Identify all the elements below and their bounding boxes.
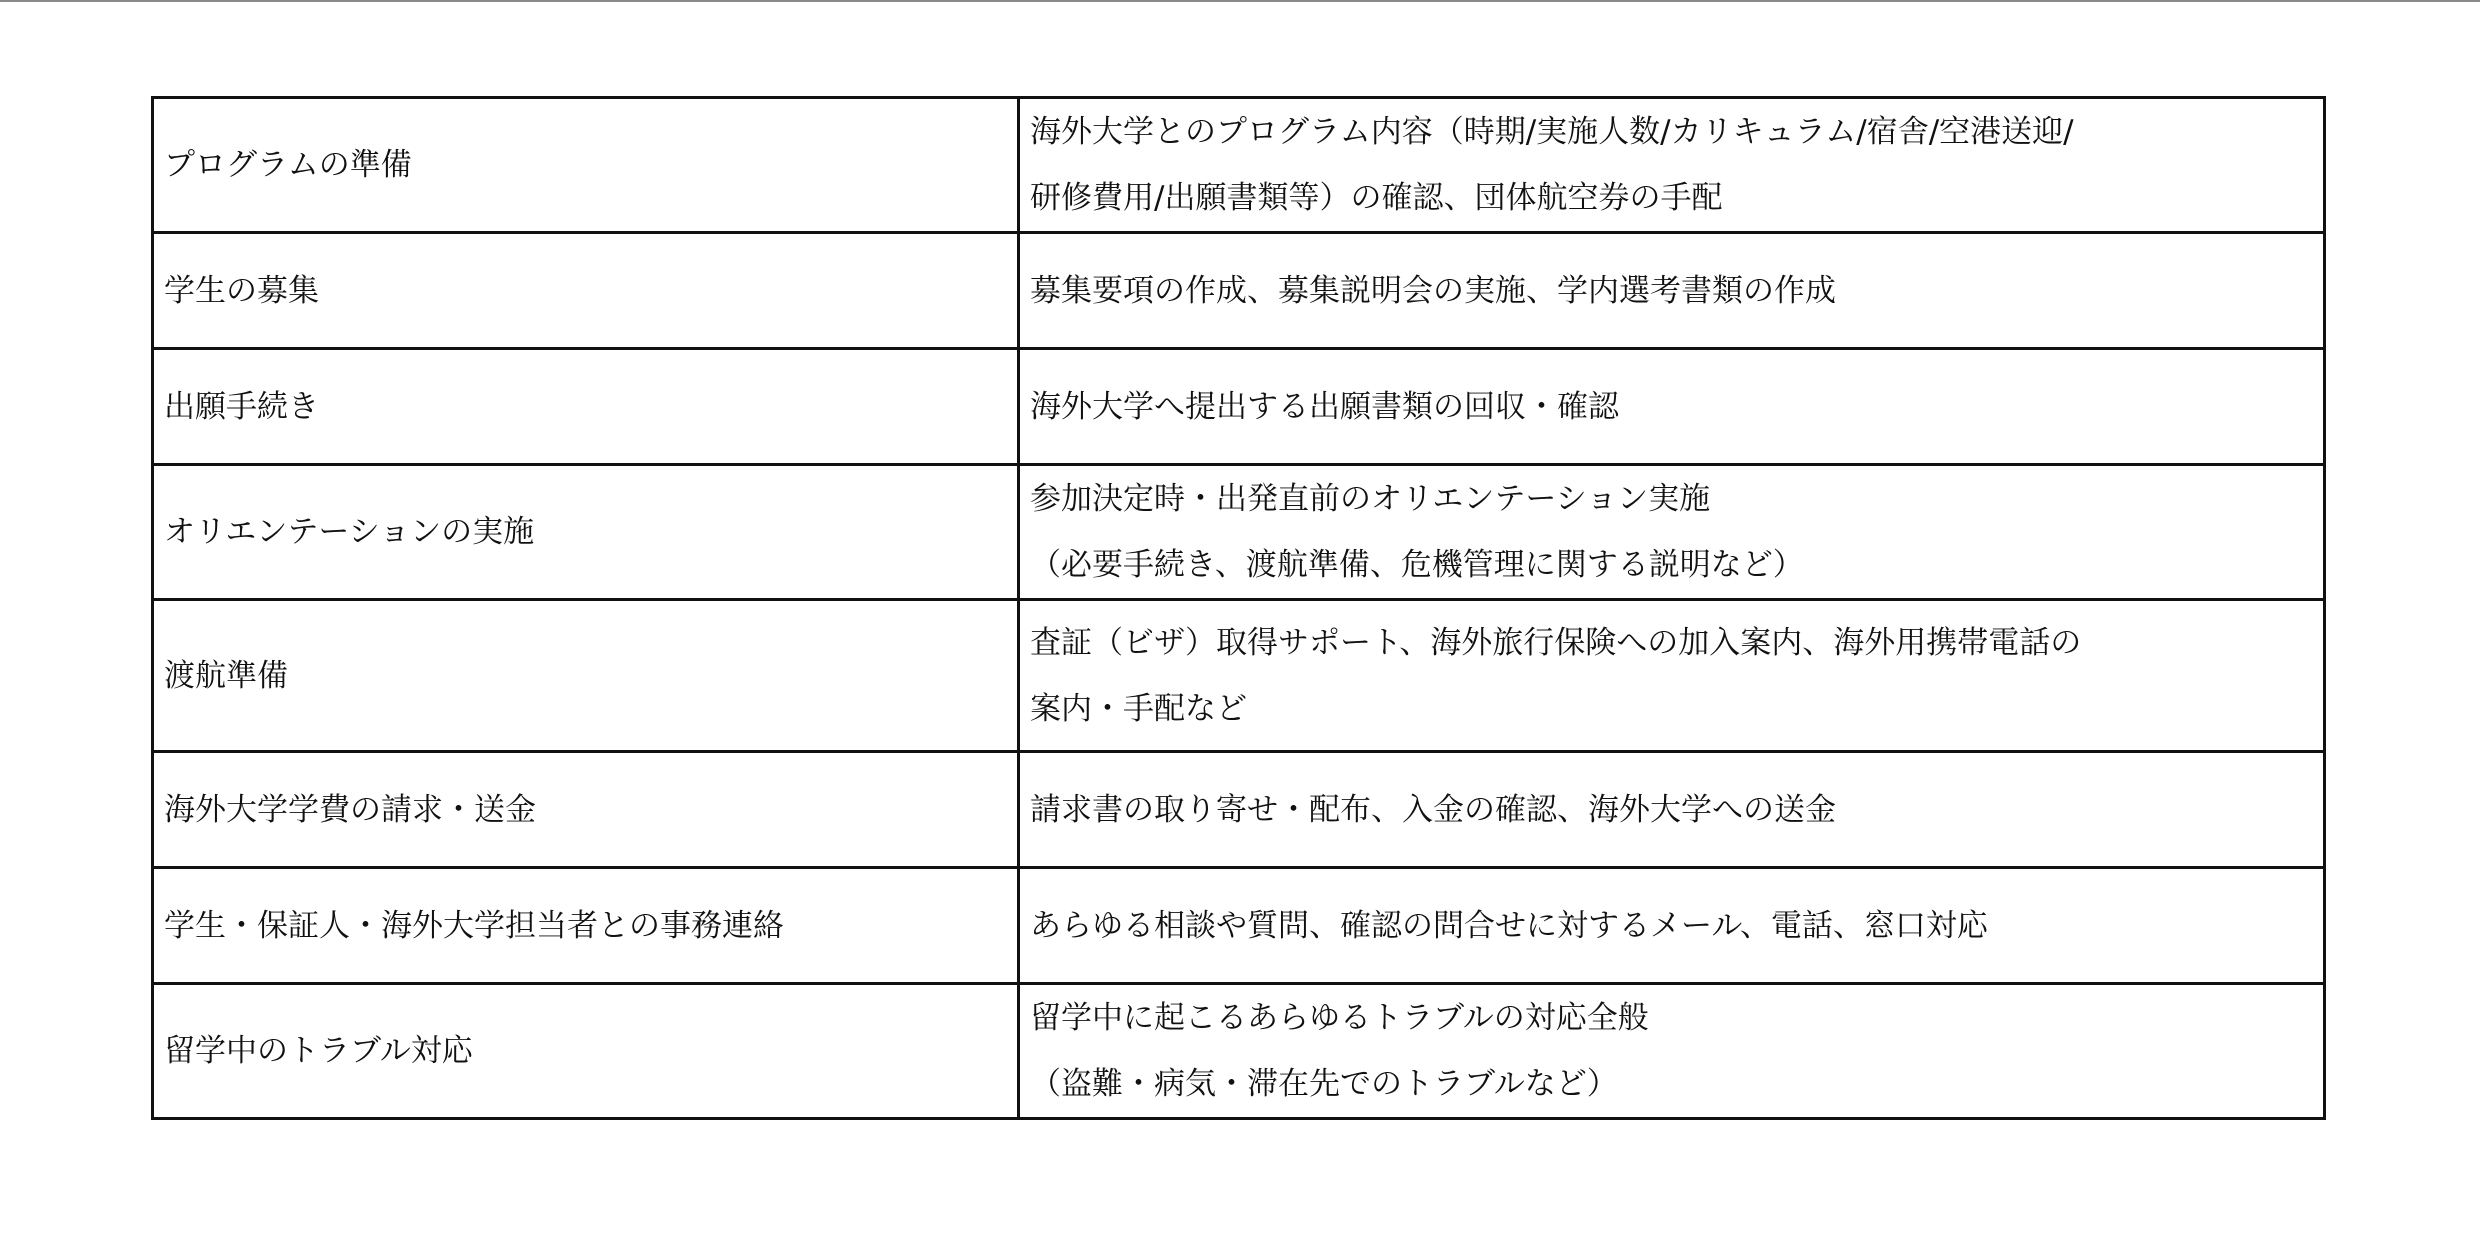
study-abroad-tasks-table [151, 96, 2326, 1120]
table-row [153, 233, 2325, 349]
task-cell: 留学中のトラブル対応 [153, 984, 1019, 1119]
task-cell: 出願手続き [153, 349, 1019, 465]
task-cell: 学生の募集 [153, 233, 1019, 349]
description-cell [1019, 98, 2325, 233]
description-line: 研修費用/出願書類等）の確認、団体航空券の手配 [1030, 180, 1723, 216]
table-row [153, 868, 2325, 984]
description-cell [1019, 600, 2325, 752]
description-cell [1019, 868, 2325, 984]
table-row [153, 600, 2325, 752]
task-cell: オリエンテーションの実施 [153, 465, 1019, 600]
table-row [153, 349, 2325, 465]
description-line: 請求書の取り寄せ・配布、入金の確認、海外大学への送金 [1030, 791, 1836, 828]
description-cell [1019, 465, 2325, 600]
description-line: 海外大学へ提出する出願書類の回収・確認 [1030, 388, 1619, 425]
description-line: 海外大学とのプログラム内容（時期/実施人数/カリキュラム/宿舎/空港送迎/ [1030, 114, 2074, 150]
description-cell [1019, 233, 2325, 349]
task-cell: プログラムの準備 [153, 98, 1019, 233]
description-line: あらゆる相談や質問、確認の問合せに対するメール、電話、窓口対応 [1030, 907, 1988, 944]
description-cell [1019, 349, 2325, 465]
description-line: （必要手続き、渡航準備、危機管理に関する説明など） [1030, 547, 1804, 583]
table-row [153, 465, 2325, 600]
description-cell [1019, 752, 2325, 868]
description-line: 査証（ビザ）取得サポート、海外旅行保険への加入案内、海外用携帯電話の [1030, 624, 2082, 661]
table-row [153, 98, 2325, 233]
description-line: （盗難・病気・滞在先でのトラブルなど） [1030, 1066, 1618, 1102]
task-cell: 海外大学学費の請求・送金 [153, 752, 1019, 868]
description-line: 参加決定時・出発直前のオリエンテーション実施 [1030, 481, 1711, 517]
task-cell: 学生・保証人・海外大学担当者との事務連絡 [153, 868, 1019, 984]
description-line: 募集要項の作成、募集説明会の実施、学内選考書類の作成 [1030, 272, 1836, 309]
table-row [153, 752, 2325, 868]
table-row [153, 984, 2325, 1119]
description-line: 案内・手配など [1030, 690, 1247, 727]
task-cell: 渡航準備 [153, 600, 1019, 752]
top-border-rule [0, 0, 2480, 2]
description-cell [1019, 984, 2325, 1119]
description-line: 留学中に起こるあらゆるトラブルの対応全般 [1030, 1000, 1649, 1036]
